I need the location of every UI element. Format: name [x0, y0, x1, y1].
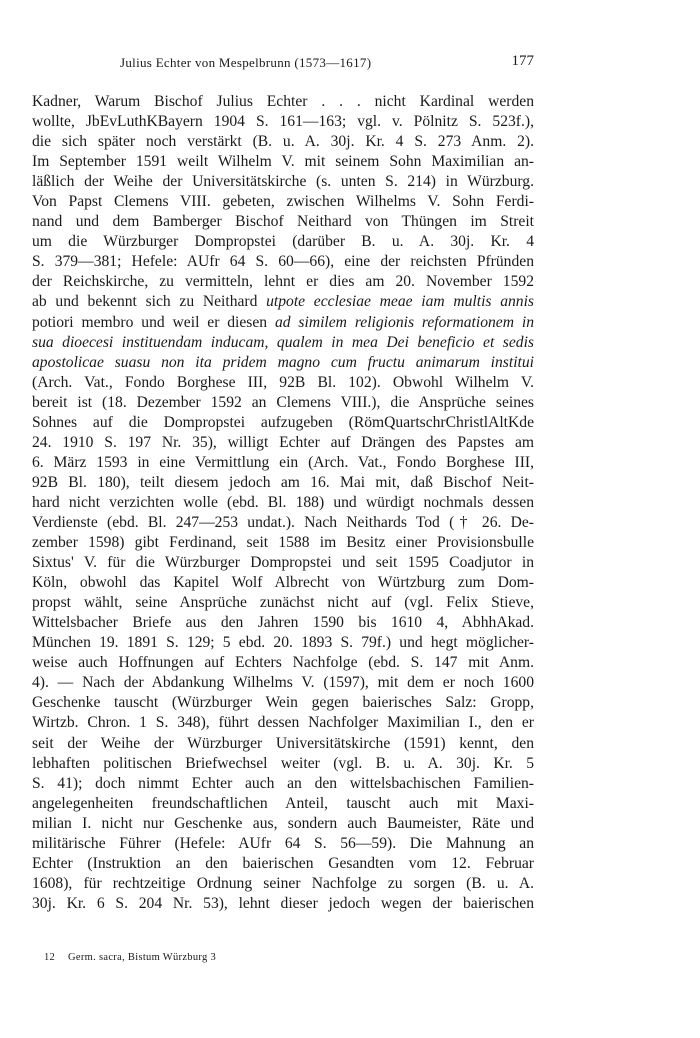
- text-line: S. 41); doch nimmt Echter auch an den wittelsbachischen Familien-: [32, 774, 534, 792]
- text-line: bereit ist (18. Dezember 1592 an Clemens VIII.), die Ansprüche seines: [32, 393, 534, 411]
- text-line: Von Papst Clemens VIII. gebeten, zwischen Wilhelms V. Sohn Ferdi-: [32, 193, 534, 211]
- text-line: [32, 333, 534, 353]
- text-line: Köln, obwohl das Kapitel Wolf Albrecht von Würtzburg zum Dom-: [32, 574, 534, 592]
- running-head: Julius Echter von Mespelbrunn (1573—1617): [120, 55, 372, 70]
- text-line: potiori membro und weil er diesen ad similem religionis reformationem in: [32, 313, 534, 331]
- text-line: [32, 353, 534, 373]
- text-line: Verdienste (ebd. Bl. 247—253 undat.). Nach Neithards Tod († 26. De-: [32, 513, 534, 531]
- text-line: propst wählt, seine Ansprüche zunächst nicht auf (vgl. Felix Stieve,: [32, 594, 534, 612]
- text-line: Echter (Instruktion an den baierischen Gesandten vom 12. Februar: [32, 854, 534, 872]
- text-line: wollte, JbEvLuthKBayern 1904 S. 161—163; vgl. v. Pölnitz S. 523f.),: [32, 113, 534, 131]
- text-line: angelegenheiten freundschaftlichen Anteil, tauscht auch mit Maxi-: [32, 794, 534, 812]
- latin-quotation: sua dioecesi instituendam inducam, qualem in mea Dei beneficio et sedis: [32, 333, 534, 351]
- body-text: [32, 92, 534, 914]
- text-line: Wirtzb. Chron. 1 S. 348), führt dessen Nachfolger Maximilian I., den er: [32, 714, 534, 732]
- text-line: milian I. nicht nur Geschenke aus, sondern auch Baumeister, Räte und: [32, 814, 534, 832]
- text-line: nand und dem Bamberger Bischof Neithard von Thüngen im Streit: [32, 213, 534, 231]
- latin-quotation: utpote ecclesiae meae iam multis annis: [266, 293, 534, 311]
- text-line: seit der Weihe der Würzburger Universitätskirche (1591) kennt, den: [32, 734, 534, 752]
- text-line: 1608), für rechtzeitige Ordnung seiner Nachfolge zu sorgen (B. u. A.: [32, 874, 534, 892]
- text-line: die sich später noch verstärkt (B. u. A. 30j. Kr. 4 S. 273 Anm. 2).: [32, 133, 534, 151]
- text-line: Wittelsbacher Briefe aus den Jahren 1590 bis 1610 4, AbhhAkad.: [32, 614, 534, 632]
- text-line: S. 379—381; Hefele: AUfr 64 S. 60—66), eine der reichsten Pfründen: [32, 253, 534, 271]
- text-line: um die Würzburger Dompropstei (darüber B. u. A. 30j. Kr. 4: [32, 233, 534, 251]
- text-line: (Arch. Vat., Fondo Borghese III, 92B Bl. 102). Obwohl Wilhelm V.: [32, 373, 534, 391]
- text-line: lebhaften politischen Briefwechsel weiter (vgl. B. u. A. 30j. Kr. 5: [32, 754, 534, 772]
- text-line: 30j. Kr. 6 S. 204 Nr. 53), lehnt dieser jedoch wegen der baierischen: [32, 894, 534, 912]
- text-line: ab und bekennt sich zu Neithard utpote ecclesiae meae iam multis annis: [32, 293, 534, 311]
- text-line: Geschenke tauscht (Würzburger Wein gegen baierisches Salz: Gropp,: [32, 694, 534, 712]
- text-line: 4). — Nach der Abdankung Wilhelms V. (1597), mit dem er noch 1600: [32, 674, 534, 692]
- signature-text: Germ. sacra, Bistum Würzburg 3: [68, 952, 217, 963]
- text-line: Sixtus' V. für die Würzburger Dompropstei und seit 1595 Coadjutor in: [32, 554, 534, 572]
- text-line: der Reichskirche, zu vermitteln, lehnt er dies am 20. November 1592: [32, 273, 534, 291]
- page-number: 177: [511, 53, 534, 69]
- latin-quotation: apostolicae suasu non ita pridem magno cum fructu animarum institui: [32, 353, 534, 371]
- text-line: Sohnes auf die Dompropstei aufzugeben (RömQuartschrChristlAltKde: [32, 413, 534, 431]
- text-line: Kadner, Warum Bischof Julius Echter . . . nicht Kardinal werden: [32, 93, 534, 110]
- text-line: Im September 1591 weilt Wilhelm V. mit seinem Sohn Maximilian an-: [32, 153, 534, 171]
- text-line: 92B Bl. 180), teilt diesem jedoch am 16. Mai mit, daß Bischof Neit-: [32, 473, 534, 491]
- text-line: 6. März 1593 in eine Vermittlung ein (Arch. Vat., Fondo Borghese III,: [32, 453, 534, 471]
- signature-footer: [44, 952, 226, 963]
- text-line: hard nicht verzichten wolle (ebd. Bl. 188) und würdigt nochmals dessen: [32, 493, 534, 511]
- text-line: München 19. 1891 S. 129; 5 ebd. 20. 1893 S. 79f.) und hegt möglicher-: [32, 634, 534, 652]
- latin-quotation: ad similem religionis reformationem in: [274, 313, 534, 331]
- text-line: militärische Führer (Hefele: AUfr 64 S. 56—59). Die Mahnung an: [32, 834, 534, 852]
- text-line: weise auch Hoffnungen auf Echters Nachfolge (ebd. S. 147 mit Anm.: [32, 654, 534, 672]
- text-line: zember 1598) gibt Ferdinand, seit 1588 im Besitz einer Provisionsbulle: [32, 534, 534, 552]
- text-line: läßlich der Weihe der Universitätskirche (s. unten S. 214) in Würzburg.: [32, 173, 534, 191]
- signature-number: 12: [44, 952, 56, 963]
- text-line: 24. 1910 S. 197 Nr. 35), willigt Echter auf Drängen des Papstes am: [32, 433, 534, 451]
